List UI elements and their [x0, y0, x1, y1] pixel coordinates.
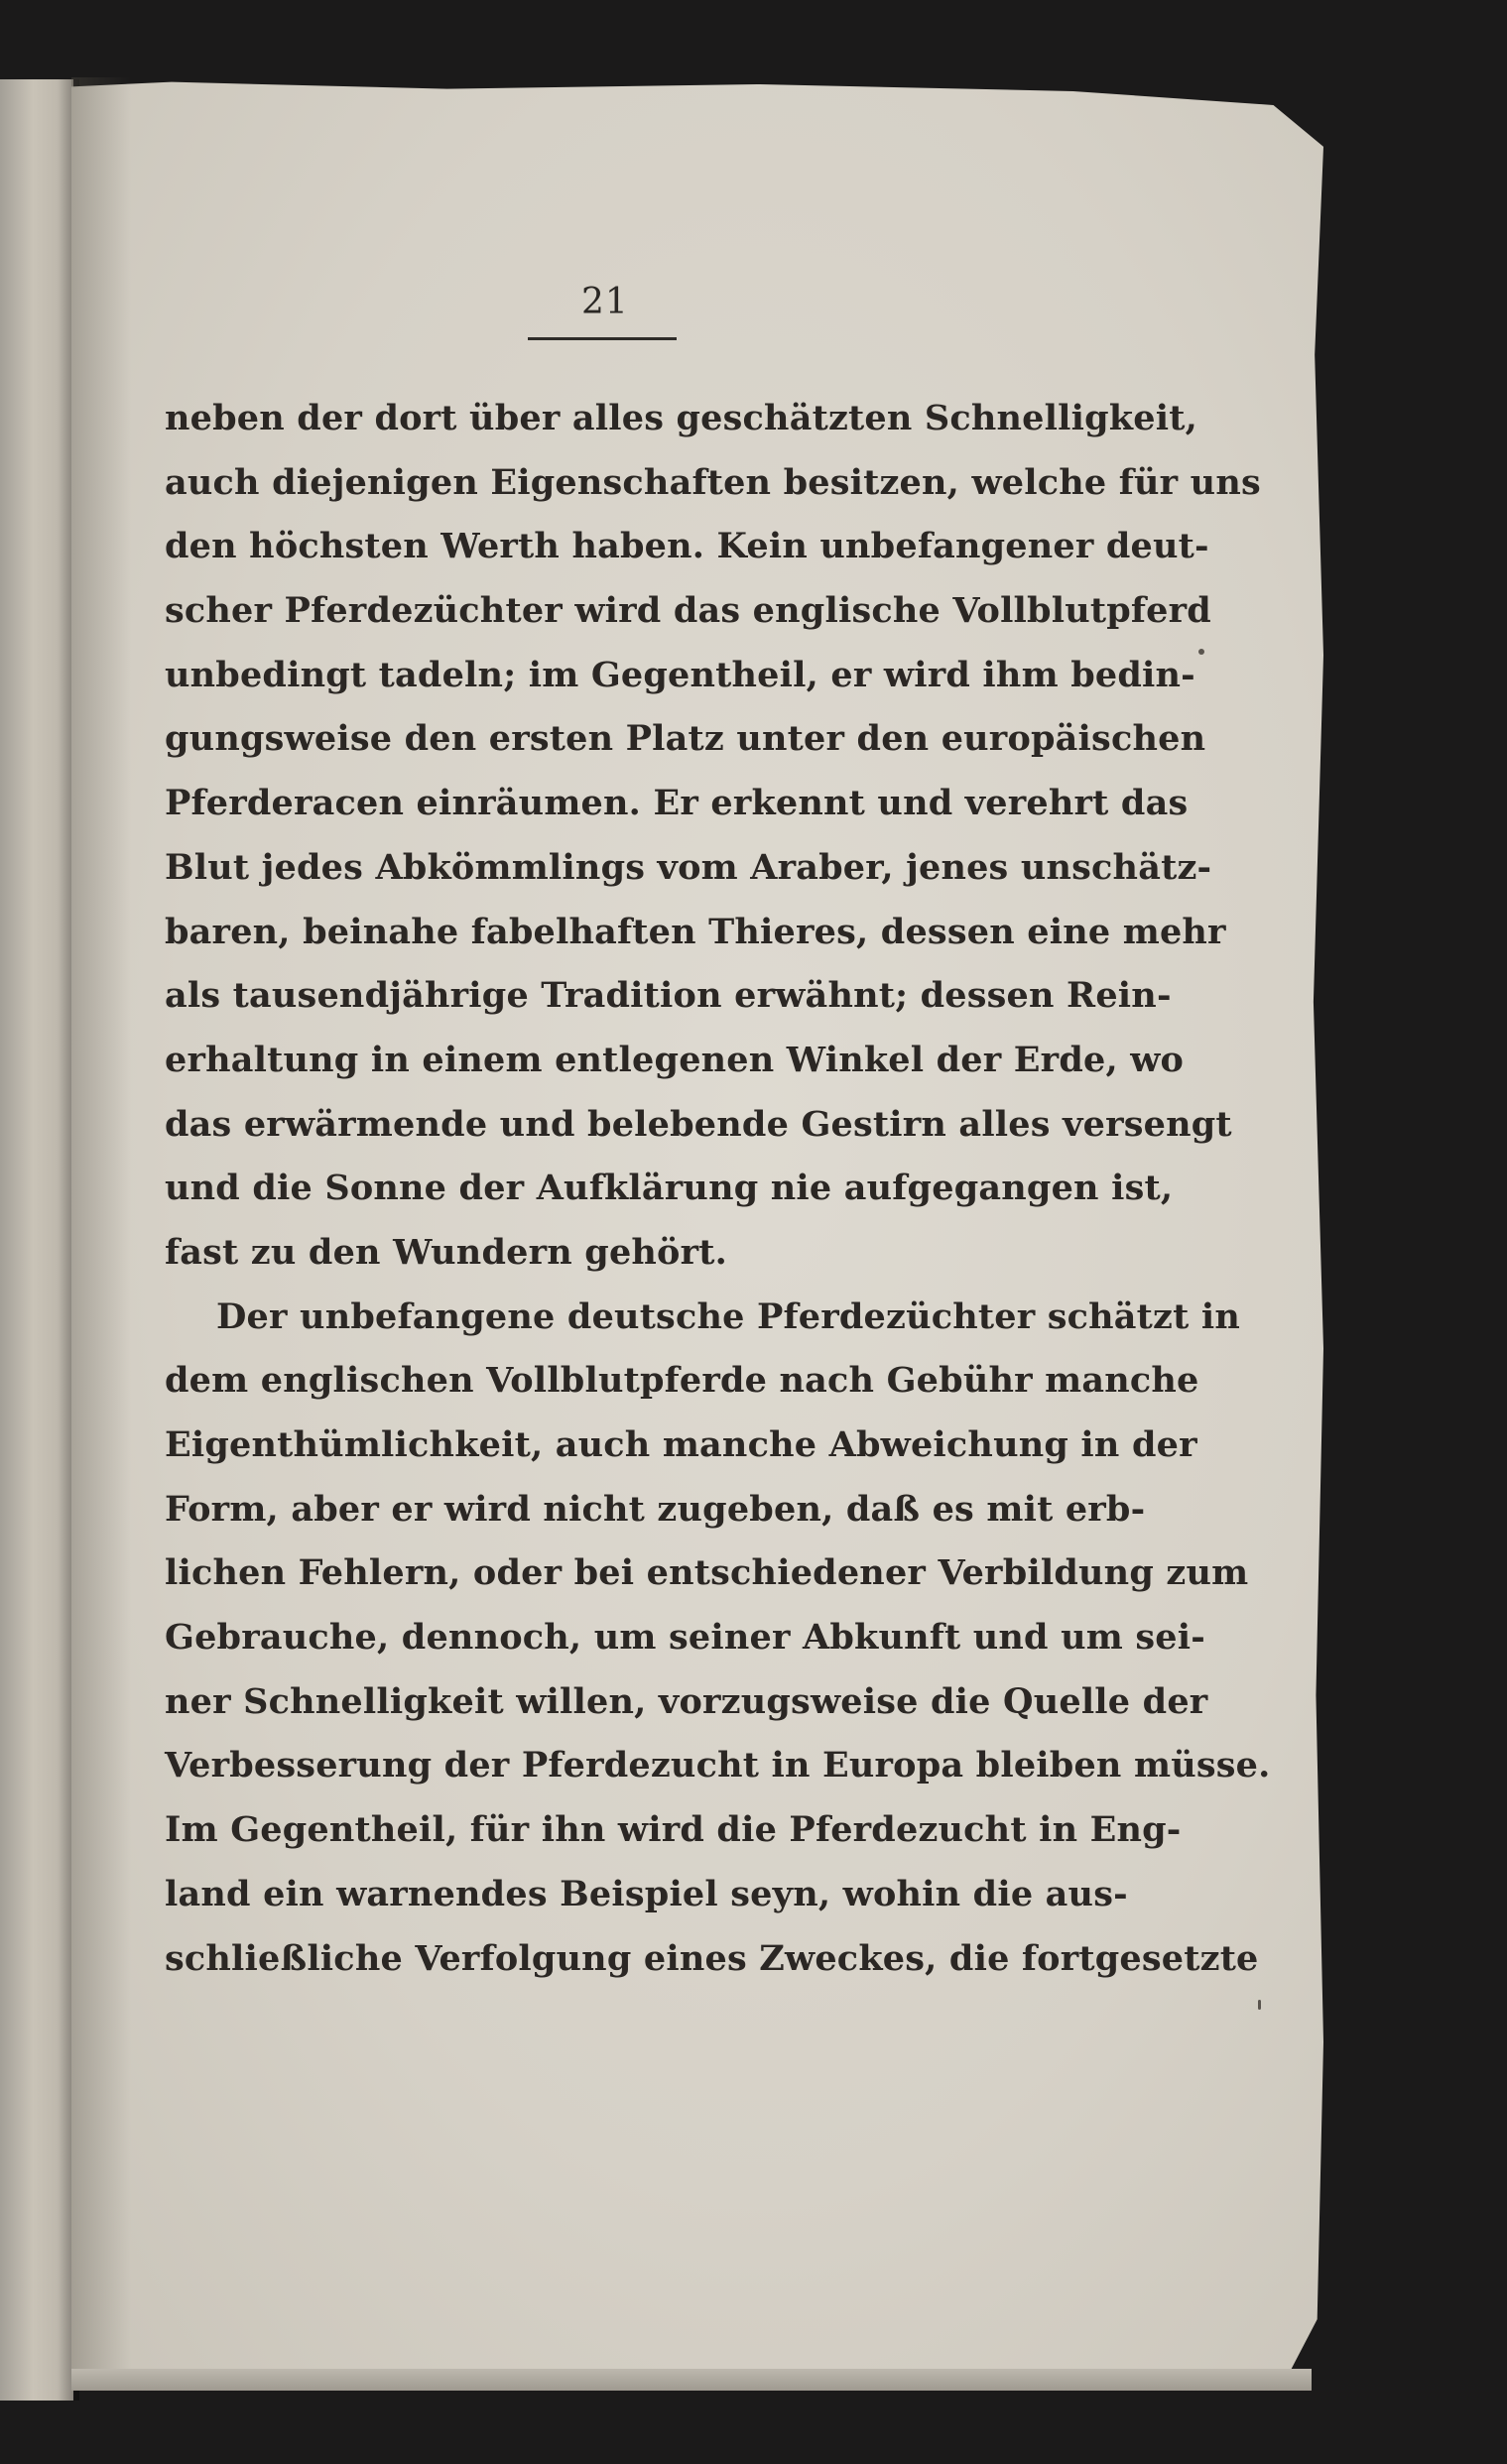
paper-speck [1198, 649, 1204, 655]
text-line: scher Pferdezüchter wird das englische Vollblutpferd [165, 590, 1211, 632]
text-line: ner Schnelligkeit willen, vorzugsweise die Quelle der [165, 1680, 1208, 1722]
text-line: land ein warnendes Beispiel seyn, wohin die aus- [165, 1873, 1128, 1914]
text-line: Form, aber er wird nicht zugeben, daß es mit erb- [165, 1488, 1146, 1530]
page-gutter-shade [71, 77, 131, 2389]
text-line: den höchsten Werth haben. Kein unbefangener deut- [165, 526, 1209, 567]
text-line: Pferderacen einräumen. Er erkennt und verehrt das [165, 783, 1189, 824]
text-line: Im Gegentheil, für ihn wird die Pferdezucht in Eng- [165, 1809, 1182, 1851]
text-line: schließliche Verfolgung eines Zweckes, die fortgesetzte [165, 1937, 1259, 1979]
text-line: Blut jedes Abkömmlings vom Araber, jenes unschätz- [165, 846, 1212, 888]
body-text [165, 387, 1271, 1991]
paper-speck [1258, 2000, 1261, 2010]
text-line: erhaltung in einem entlegenen Winkel der Erde, wo [165, 1039, 1185, 1080]
text-line: auch diejenigen Eigenschaften besitzen, welche für uns [165, 461, 1261, 503]
text-line: das erwärmende und belebende Gestirn alles versengt [165, 1103, 1232, 1145]
page-number: 21 [581, 282, 629, 322]
text-line: gungsweise den ersten Platz unter den europäischen [165, 718, 1206, 760]
text-line: dem englischen Vollblutpferde nach Gebühr manche [165, 1360, 1199, 1402]
text-line: und die Sonne der Aufklärung nie aufgegangen ist, [165, 1168, 1174, 1209]
header-rule [528, 337, 677, 340]
text-line: fast zu den Wundern gehört. [165, 1231, 727, 1273]
text-line: neben der dort über alles geschätzten Schnelligkeit, [165, 398, 1197, 438]
text-line: unbedingt tadeln; im Gegentheil, er wird ihm bedin- [165, 654, 1195, 695]
text-line: Eigenthümlichkeit, auch manche Abweichung in der [165, 1424, 1197, 1465]
text-line: Der unbefangene deutsche Pferdezüchter schätzt in [216, 1295, 1241, 1337]
text-line: lichen Fehlern, oder bei entschiedener Verbildung zum [165, 1552, 1249, 1594]
text-line: Verbesserung der Pferdezucht in Europa bleiben müsse. [165, 1745, 1271, 1786]
text-line: baren, beinahe fabelhaften Thieres, dessen eine mehr [165, 911, 1226, 952]
page-bottom-edge [71, 2369, 1312, 2391]
text-line: Gebrauche, dennoch, um seiner Abkunft und um sei- [165, 1617, 1205, 1659]
text-line: als tausendjährige Tradition erwähnt; dessen Rein- [165, 975, 1172, 1017]
